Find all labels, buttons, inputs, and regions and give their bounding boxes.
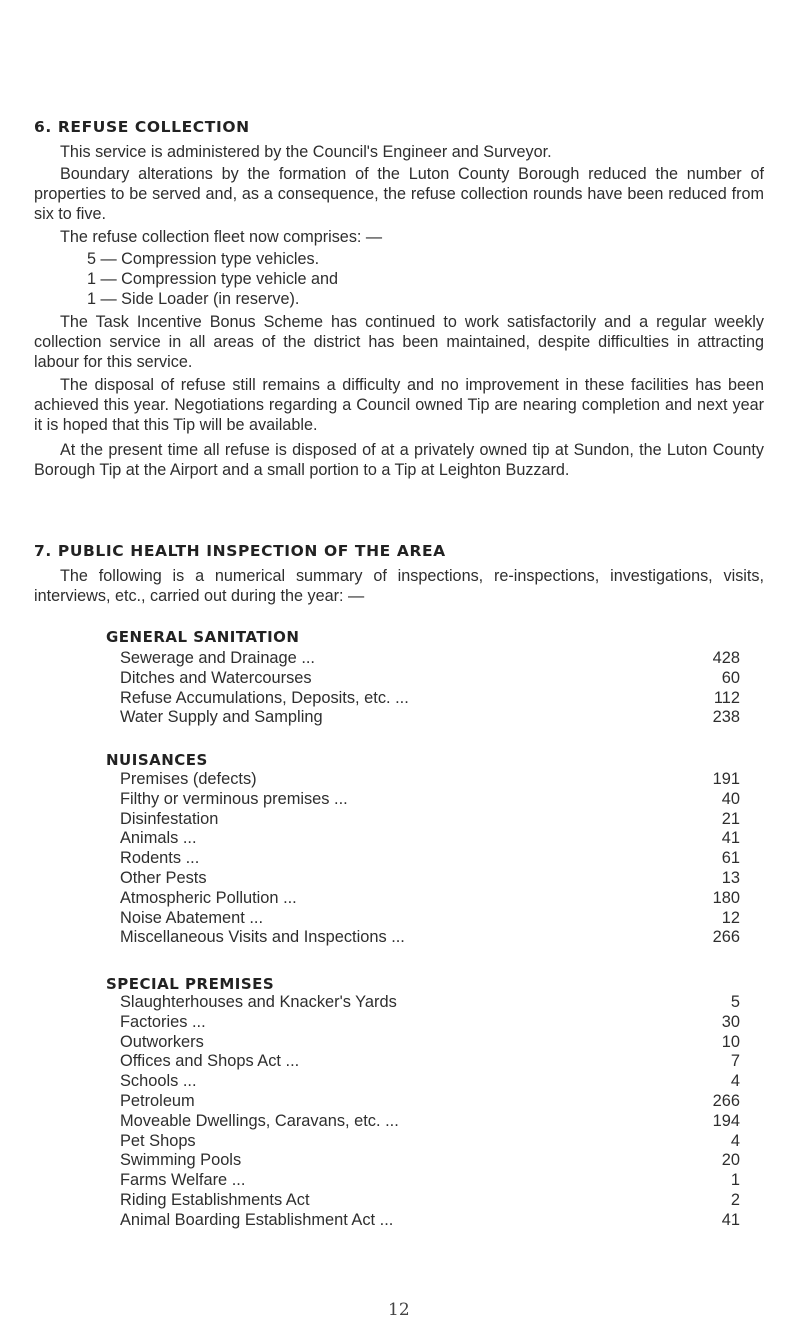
row-value: 4: [730, 1131, 740, 1150]
row-label: Slaughterhouses and Knacker's Yards: [120, 993, 397, 1011]
section-6-paragraph-6: At the present time all refuse is disposed of at a privately owned tip at Sundon, the Luton County Borough Tip at the Airport and a small portion to a Tip at Leighton Buzzard.: [34, 441, 764, 479]
row-label: Water Supply and Sampling: [120, 708, 323, 727]
row-value: 30: [721, 1012, 740, 1031]
group-title-nuisances: NUISANCES: [106, 751, 208, 769]
row-label: Ditches and Watercourses: [120, 668, 312, 687]
page-number: 12: [388, 1300, 410, 1320]
table-row: [120, 689, 740, 709]
row-label: Outworkers: [120, 1032, 204, 1051]
row-label: Premises (defects): [120, 770, 257, 788]
row-label: Rodents ...: [120, 849, 200, 868]
row-value: 10: [721, 1032, 740, 1051]
row-value: 266: [712, 928, 740, 947]
row-label: Farms Welfare ...: [120, 1171, 246, 1190]
table-row: [120, 1052, 740, 1072]
table-row: [120, 1151, 740, 1171]
row-value: 238: [712, 708, 740, 727]
table-row: [120, 993, 740, 1013]
table-row: [120, 1112, 740, 1132]
row-value: 112: [713, 688, 740, 707]
fleet-item: 5 — Compression type vehicles.: [87, 250, 320, 268]
row-label: Pet Shops: [120, 1131, 196, 1150]
row-value: 40: [721, 789, 740, 808]
table-row: [120, 889, 740, 909]
row-label: Animal Boarding Establishment Act ...: [120, 1210, 394, 1229]
table-row: [120, 869, 740, 889]
table-nuisances: [120, 770, 740, 948]
section-6-heading: 6. REFUSE COLLECTION: [34, 118, 250, 136]
row-label: Moveable Dwellings, Caravans, etc. ...: [120, 1111, 399, 1130]
row-label: Filthy or verminous premises ...: [120, 789, 348, 808]
table-row: [120, 1013, 740, 1033]
row-value: 180: [712, 888, 740, 907]
table-row: [120, 790, 740, 810]
row-value: 20: [721, 1151, 740, 1170]
group-title-general-sanitation: GENERAL SANITATION: [106, 628, 300, 646]
fleet-item: 1 — Side Loader (in reserve).: [87, 290, 300, 308]
row-label: Other Pests: [120, 868, 207, 887]
row-value: 266: [712, 1091, 740, 1110]
section-6-paragraph-5: The disposal of refuse still remains a difficulty and no improvement in these facilities has been achieved this year. Negotiations regarding a Council owned Tip are nearing completion and next year it is hoped that this Tip will be available.: [34, 376, 764, 434]
table-row: [120, 829, 740, 849]
section-7-heading: 7. PUBLIC HEALTH INSPECTION OF THE AREA: [34, 542, 446, 560]
row-value: 4: [730, 1072, 740, 1091]
table-row: [120, 770, 740, 790]
row-label: Schools ...: [120, 1072, 197, 1091]
table-row: [120, 708, 740, 728]
row-value: 41: [721, 1210, 740, 1229]
row-label: Refuse Accumulations, Deposits, etc. ...: [120, 688, 409, 707]
section-6-paragraph-4: The Task Incentive Bonus Scheme has continued to work satisfactorily and a regular weekly collection service in all areas of the district has been maintained, despite difficulties in attracting labour for this service.: [34, 313, 764, 371]
row-value: 61: [721, 849, 740, 868]
row-value: 1: [730, 1171, 740, 1190]
fleet-item: 1 — Compression type vehicle and: [87, 270, 339, 288]
row-value: 2: [730, 1190, 740, 1209]
row-value: 191: [712, 770, 740, 788]
row-label: Atmospheric Pollution ...: [120, 888, 297, 907]
row-label: Disinfestation: [120, 809, 219, 828]
group-title-special-premises: SPECIAL PREMISES: [106, 975, 275, 993]
row-label: Sewerage and Drainage ...: [120, 649, 315, 667]
row-value: 194: [712, 1111, 740, 1130]
row-label: Factories ...: [120, 1012, 206, 1031]
table-row: [120, 1211, 740, 1231]
table-row: [120, 810, 740, 830]
table-row: [120, 909, 740, 929]
fleet-list: [87, 249, 338, 309]
row-value: 41: [721, 829, 740, 848]
table-general-sanitation: [120, 649, 740, 728]
table-row: [120, 1132, 740, 1152]
table-row: [120, 669, 740, 689]
table-row: [120, 1092, 740, 1112]
table-row: [120, 928, 740, 948]
row-value: 428: [712, 649, 740, 667]
row-value: 5: [730, 993, 740, 1011]
row-label: Noise Abatement ...: [120, 908, 264, 927]
row-label: Riding Establishments Act: [120, 1190, 310, 1209]
row-value: 21: [721, 809, 740, 828]
table-row: [120, 1171, 740, 1191]
row-value: 7: [730, 1052, 740, 1071]
section-6-paragraph-3: The refuse collection fleet now comprises: —: [60, 228, 383, 246]
row-label: Swimming Pools: [120, 1151, 242, 1170]
table-row: [120, 649, 740, 669]
table-row: [120, 1191, 740, 1211]
section-6-paragraph-2: Boundary alterations by the formation of the Luton County Borough reduced the number of properties to be served and, as a consequence, the refuse collection rounds have been reduced from six to five.: [34, 165, 764, 223]
row-value: 60: [721, 668, 740, 687]
row-label: Animals ...: [120, 829, 197, 848]
section-7-intro: The following is a numerical summary of inspections, re-inspections, investigations, visits, interviews, etc., carried out during the year: —: [34, 567, 764, 605]
row-label: Offices and Shops Act ...: [120, 1052, 300, 1071]
table-special-premises: [120, 993, 740, 1231]
row-label: Petroleum: [120, 1091, 195, 1110]
section-6-paragraph-1: This service is administered by the Council's Engineer and Surveyor.: [60, 143, 552, 161]
row-value: 13: [721, 868, 740, 887]
table-row: [120, 849, 740, 869]
table-row: [120, 1072, 740, 1092]
row-label: Miscellaneous Visits and Inspections ...: [120, 928, 405, 947]
table-row: [120, 1033, 740, 1053]
row-value: 12: [721, 908, 740, 927]
